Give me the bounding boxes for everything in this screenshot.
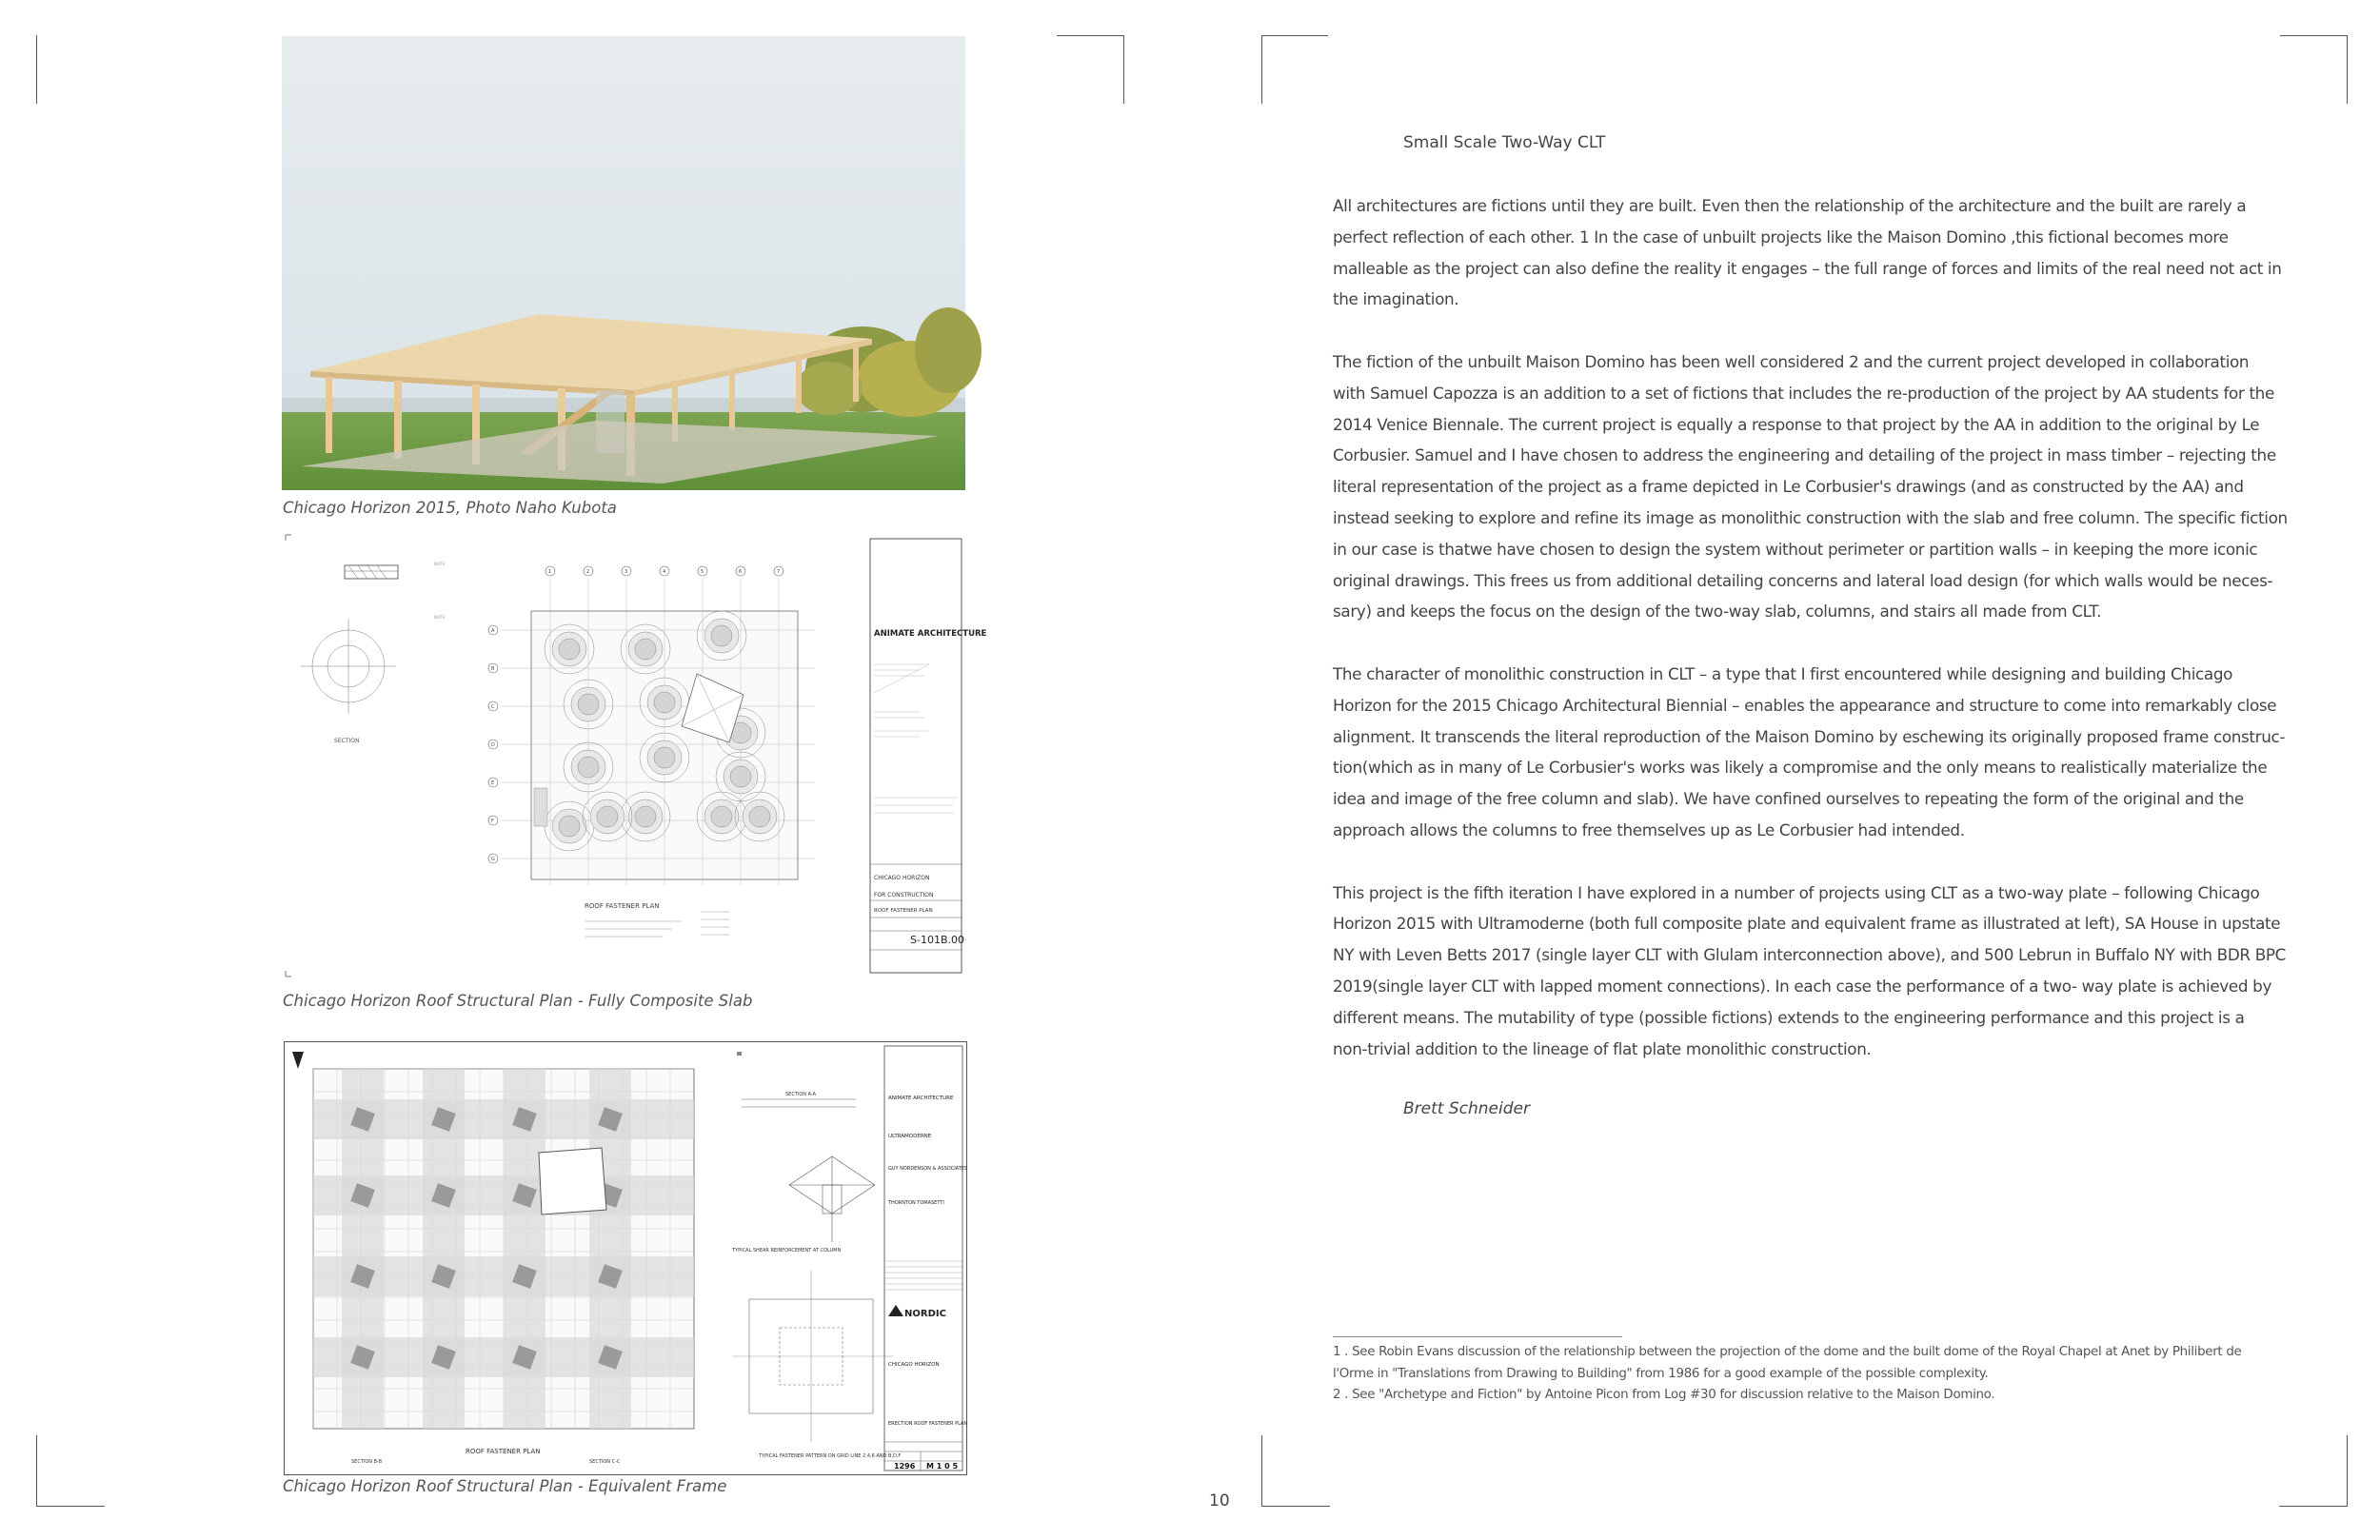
crop-mark — [1261, 35, 1328, 36]
body-line: with Samuel Capozza is an addition to a set of fictions that includes the re-production of the project by AA students for the — [1333, 383, 2274, 403]
column-fastener-ring — [635, 639, 656, 660]
crop-mark — [1261, 1435, 1262, 1506]
brand-logo: NORDIC — [904, 1309, 946, 1319]
footnote-rule — [1333, 1336, 1622, 1337]
project-name: CHICAGO HORIZON — [888, 1362, 940, 1368]
article-body — [1333, 190, 2288, 1096]
body-line: the imagination. — [1333, 289, 1459, 309]
section-label: SECTION A-A — [785, 1092, 817, 1097]
drawing-roof-plan-icon — [282, 531, 987, 980]
firm-name: ANIMATE ARCHITECTURE — [888, 1096, 954, 1101]
figure-caption: Chicago Horizon Roof Structural Plan - Equivalent Frame — [283, 1477, 727, 1495]
crop-mark — [2347, 1435, 2348, 1506]
article-heading: Small Scale Two-Way CLT — [1403, 133, 1606, 152]
crop-mark — [36, 1506, 105, 1507]
column-fastener-ring — [559, 816, 580, 837]
project-name: CHICAGO HORIZON — [874, 875, 930, 881]
sheet-number: S-101B.00 — [910, 934, 964, 946]
sheet-title: ROOF FASTENER PLAN — [874, 908, 933, 914]
body-line: The character of monolithic construction in CLT – a type that I first encountered while designing and building Chicago — [1333, 663, 2233, 683]
plan-label: ROOF FASTENER PLAN — [466, 1448, 541, 1455]
body-line: idea and image of the free column and slab). We have confined ourselves to repeating the form of the original and the — [1333, 789, 2244, 809]
crop-mark — [1123, 35, 1124, 104]
body-line: literal representation of the project as a frame depicted in Le Corbusier's drawings (and as constructed by the AA) and — [1333, 477, 2244, 497]
body-line: instead seeking to explore and refine its image as monolithic construction with the slab and free column. The specific fiction — [1333, 507, 2288, 527]
grid-col-label: 5 — [701, 569, 704, 575]
grid-col-label: 6 — [739, 569, 743, 575]
firm-name: ANIMATE ARCHITECTURE — [874, 629, 987, 639]
grid-row-label: C — [491, 704, 495, 710]
body-paragraph — [1333, 190, 2285, 315]
drawing-erection-plan-icon — [285, 1042, 966, 1474]
grid-row-label: D — [491, 742, 495, 748]
figure-caption: Chicago Horizon 2015, Photo Naho Kubota — [283, 499, 617, 517]
grid-col-label: 1 — [548, 569, 552, 575]
grid-row-label: F — [491, 819, 494, 824]
column-fastener-ring — [635, 806, 656, 827]
footnote-line: 2 . See "Archetype and Fiction" by Antoine Picon from Log #30 for discussion relative to the Maison Domino. — [1333, 1388, 1995, 1402]
body-line: All architectures are fictions until they are built. Even then the relationship of the architecture and the built are rarely a — [1333, 196, 2247, 215]
page-number: 10 — [1209, 1491, 1230, 1510]
crop-mark — [36, 35, 37, 104]
body-line: Horizon 2015 with Ultramoderne (both full composite plate and equivalent frame as illustrated at left), SA House in upstate — [1333, 914, 2281, 934]
body-line: tion(which as in many of Le Corbusier's works was likely a compromise and the only means to realistically materialize the — [1333, 758, 2268, 778]
consultant-name: THORNTON TOMASETTI — [888, 1200, 944, 1206]
photo-pavilion-icon — [282, 36, 965, 490]
body-line: sary) and keeps the focus on the design of the two-way slab, columns, and stairs all made from CLT. — [1333, 602, 2102, 622]
body-line: in our case is thatwe have chosen to design the system without perimeter or partition walls – in keeping the more iconic — [1333, 539, 2258, 559]
detail-title: TYPICAL SHEAR REINFORCEMENT AT COLUMN — [732, 1248, 842, 1254]
grid-row-label: E — [491, 780, 495, 786]
body-line: original drawings. This frees us from additional detailing concerns and lateral load design (for which walls would be neces- — [1333, 570, 2273, 590]
status-label: FOR CONSTRUCTION — [874, 892, 934, 898]
section-label: SECTION — [334, 738, 360, 744]
crop-mark — [36, 1435, 37, 1506]
body-line: 2014 Venice Biennale. The current project is equally a response to that project by the AA in addition to the original by Le — [1333, 414, 2260, 434]
erection-plan-drawing — [284, 1041, 967, 1475]
column-fastener-ring — [654, 747, 675, 768]
grid-row-label: B — [491, 666, 495, 672]
body-paragraph — [1333, 878, 2285, 1065]
column-fastener-ring — [559, 639, 580, 660]
column-fastener-ring — [578, 757, 599, 778]
column-fastener-ring — [749, 806, 770, 827]
body-line: alignment. It transcends the literal reproduction of the Maison Domino by eschewing its originally proposed frame construc- — [1333, 726, 2286, 746]
body-line: different means. The mutability of type (possible fictions) extends to the engineering performance and this project is a — [1333, 1007, 2245, 1027]
column-fastener-ring — [578, 694, 599, 715]
body-line: malleable as the project can also define the reality it engages – the full range of forces and limits of the real need not act in — [1333, 258, 2282, 278]
column-fastener-ring — [711, 625, 732, 646]
consultant-name: ULTRAMODERNE — [888, 1134, 932, 1139]
body-paragraph — [1333, 346, 2288, 627]
job-number: 1296 — [894, 1462, 916, 1471]
body-line: This project is the fifth iteration I have explored in a number of projects using CLT as a two-way plate – following Chicago — [1333, 882, 2260, 902]
body-line: Horizon for the 2015 Chicago Architectural Biennial – enables the appearance and structure to come into remarkably close — [1333, 695, 2277, 715]
section-label: SECTION C-C — [589, 1459, 621, 1465]
body-paragraph — [1333, 659, 2285, 846]
section-label: SECTION B-B — [351, 1459, 383, 1465]
column-fastener-ring — [597, 806, 618, 827]
crop-mark — [1261, 35, 1262, 104]
sheet-number: M 1 0 5 — [926, 1462, 959, 1471]
footnote-line: l'Orme in "Translations from Drawing to Building" from 1986 for a good example of the possible complexity. — [1333, 1366, 1989, 1381]
grid-col-label: 3 — [625, 569, 628, 575]
body-line: Corbusier. Samuel and I have chosen to address the engineering and detailing of the project in mass timber – rejecting the — [1333, 445, 2276, 465]
crop-mark — [2279, 1506, 2348, 1507]
crop-mark — [2347, 35, 2348, 104]
pavilion-photo — [282, 36, 965, 490]
column-fastener-ring — [654, 692, 675, 713]
sheet-title: ERECTION ROOF FASTENER PLAN — [888, 1421, 968, 1427]
grid-col-label: 2 — [586, 569, 590, 575]
body-line: non-trivial addition to the lineage of flat plate monolithic construction. — [1333, 1038, 1872, 1058]
grid-col-label: 7 — [777, 569, 781, 575]
author-signature: Brett Schneider — [1403, 1099, 1530, 1118]
roof-plan-drawing — [282, 531, 987, 980]
body-line: The fiction of the unbuilt Maison Domino has been well considered 2 and the current project developed in collaboration — [1333, 351, 2250, 371]
body-line: perfect reflection of each other. 1 In the case of unbuilt projects like the Maison Domino ,this fictional becomes more — [1333, 227, 2229, 247]
footnotes — [1333, 1342, 2275, 1407]
crop-mark — [1261, 1506, 1330, 1507]
column-fastener-ring — [730, 766, 751, 787]
grid-col-label: 4 — [663, 569, 666, 575]
column-fastener-ring — [711, 806, 732, 827]
crop-mark — [1057, 35, 1123, 36]
grid-row-label: A — [491, 628, 495, 634]
grid-row-label: G — [491, 857, 495, 862]
detail-title: TYPICAL FASTENER PATTERN ON GRID LINE 2,4,6 AND B,D,F — [759, 1453, 902, 1459]
consultant-name: GUY NORDENSON & ASSOCIATES — [888, 1166, 968, 1172]
svg-text:NOTE: NOTE — [434, 562, 446, 566]
body-line: approach allows the columns to free themselves up as Le Corbusier had intended. — [1333, 819, 1965, 839]
body-line: NY with Leven Betts 2017 (single layer CLT with Glulam interconnection above), and 500 Lebrun in Buffalo NY with BDR BPC — [1333, 945, 2287, 965]
svg-text:NOTE: NOTE — [434, 615, 446, 620]
plan-label: ROOF FASTENER PLAN — [585, 902, 660, 910]
footnote-line: 1 . See Robin Evans discussion of the relationship between the projection of the dome and the built dome of the Royal Chapel at Anet by Philibert de — [1333, 1345, 2242, 1359]
figure-caption: Chicago Horizon Roof Structural Plan - Fully Composite Slab — [283, 992, 753, 1010]
body-line: 2019(single layer CLT with lapped moment connections). In each case the performance of a two- way plate is achieved by — [1333, 976, 2272, 996]
crop-mark — [2280, 35, 2347, 36]
